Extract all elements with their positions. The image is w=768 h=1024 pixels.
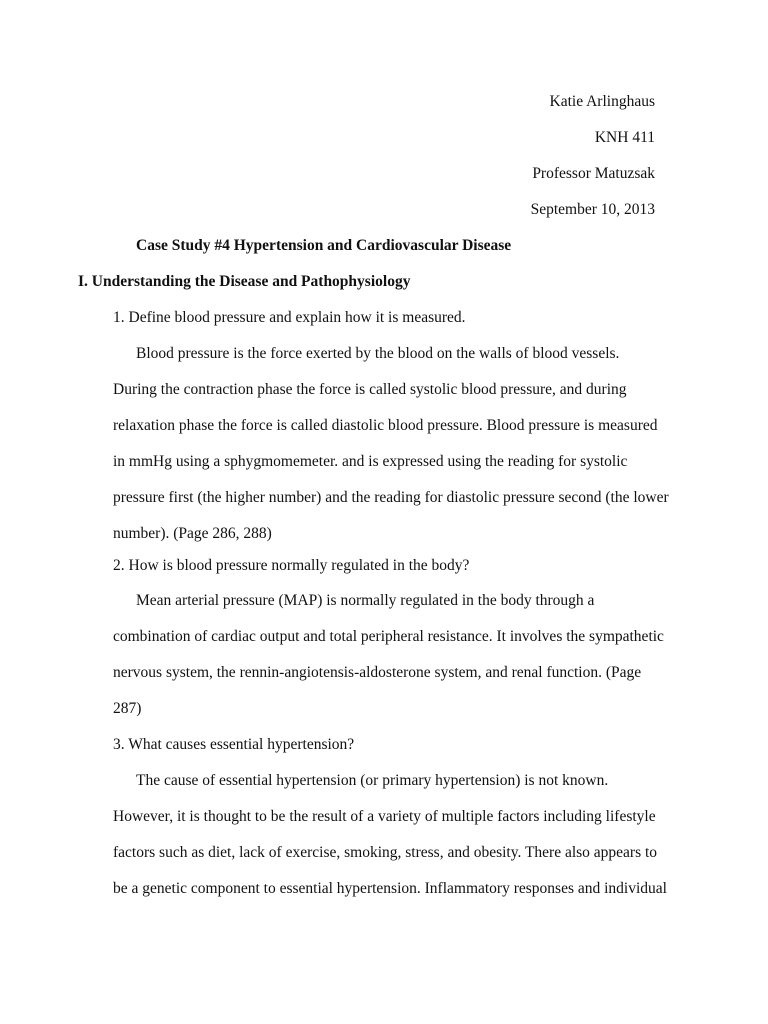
paragraph-line: During the contraction phase the force is called systolic blood pressure, and during xyxy=(113,381,627,398)
paragraph-line: number). (Page 286, 288) xyxy=(113,525,272,542)
paragraph-line: in mmHg using a sphygmomemeter. and is expressed using the reading for systolic xyxy=(113,453,628,470)
professor-name: Professor Matuzsak xyxy=(532,165,655,182)
paragraph-line: Blood pressure is the force exerted by the blood on the walls of blood vessels. xyxy=(136,345,620,362)
paragraph-line: Mean arterial pressure (MAP) is normally regulated in the body through a xyxy=(136,592,595,609)
paragraph-line: factors such as diet, lack of exercise, smoking, stress, and obesity. There also appears to xyxy=(113,844,658,861)
paragraph-line: nervous system, the rennin-angiotensis-aldosterone system, and renal function. (Page xyxy=(113,664,642,681)
question-3: 3. What causes essential hypertension? xyxy=(113,736,355,753)
question-2: 2. How is blood pressure normally regulated in the body? xyxy=(113,557,470,574)
paragraph-line: The cause of essential hypertension (or primary hypertension) is not known. xyxy=(136,772,609,789)
paragraph-line: be a genetic component to essential hypertension. Inflammatory responses and individual xyxy=(113,880,667,897)
question-1: 1. Define blood pressure and explain how it is measured. xyxy=(113,309,466,326)
paragraph-line: pressure first (the higher number) and the reading for diastolic pressure second (the lower xyxy=(113,489,669,506)
date: September 10, 2013 xyxy=(530,201,655,218)
author-name: Katie Arlinghaus xyxy=(549,93,655,110)
paragraph-line: relaxation phase the force is called diastolic blood pressure. Blood pressure is measured xyxy=(113,417,658,434)
paragraph-line: However, it is thought to be the result of a variety of multiple factors including lifestyle xyxy=(113,808,656,825)
section-heading: I. Understanding the Disease and Pathophysiology xyxy=(78,273,411,290)
course-code: KNH 411 xyxy=(594,129,655,146)
document-title: Case Study #4 Hypertension and Cardiovascular Disease xyxy=(136,237,512,254)
paragraph-line: 287) xyxy=(113,700,142,717)
paragraph-line: combination of cardiac output and total peripheral resistance. It involves the sympathetic xyxy=(113,628,664,645)
